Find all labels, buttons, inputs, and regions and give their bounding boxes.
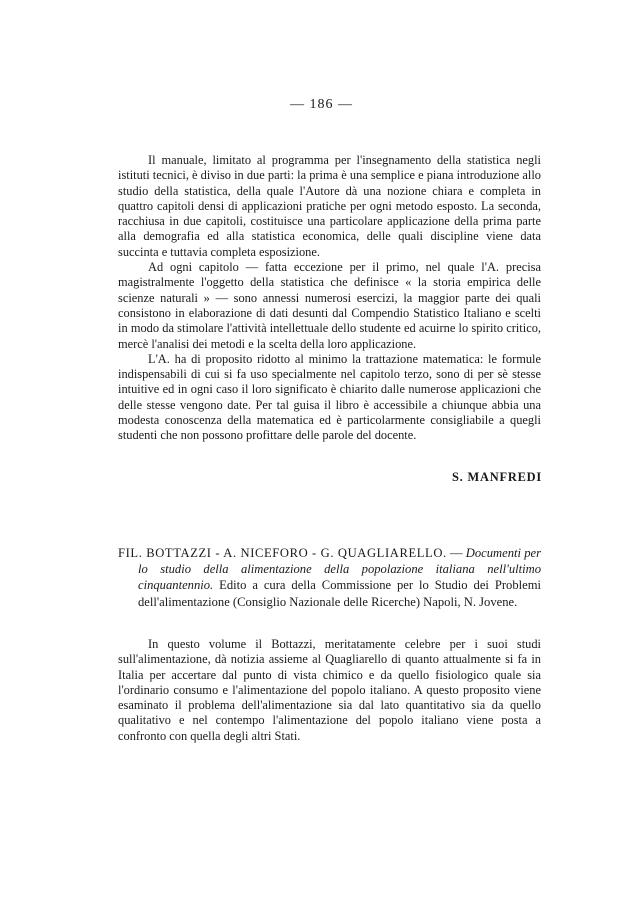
reviewer-signature: S. MANFREDI [451, 470, 542, 484]
citation-entry [118, 545, 541, 610]
review-bottazzi [118, 637, 541, 744]
page-number: — 186 — [290, 97, 353, 112]
citation-title: Documenti per lo studio della alimentazione della popolazione italiana nell'ultimo cinquantennio. [138, 546, 541, 593]
review-manfredi [118, 153, 541, 444]
citation-dash: — [446, 546, 466, 560]
review-paragraph: In questo volume il Bottazzi, meritatamente celebre per i suoi studi sull'alimentazione, dà notizia assieme al Quagliarello di quanto attualmente si fa in Italia per accertare dal punto di vista chimico e da quello fisiologico quale sia l'ordinario consumo e l'alimentazione del popolo italiano. A questo proposito viene esaminato il problema dell'alimentazione sia dal lato quantitativo sia da quello qualitativo e nel contempo l'alimentazione del popolo italiano viene posta a confronto con quella degli altri Stati. [118, 637, 541, 743]
citation-authors: FIL. BOTTAZZI - A. NICEFORO - G. QUAGLIARELLO. [118, 546, 447, 560]
review-paragraph: L'A. ha di proposito ridotto al minimo la trattazione matematica: le formule indispensabili di cui si fa uso specialmente nel capitolo terzo, sono di per sè stesse intuitive ed in ogni caso il loro significato è chiarito dalle numerose applicazioni che delle stesse vengono date. Per tal guisa il libro è accessibile a chiunque abbia una modesta conoscenza della matematica ed è particolarmente consigliabile a quegli studenti che non possono profittare delle parole del docente. [118, 351, 541, 443]
citation-publisher: Edito a cura della Commissione per lo Studio dei Problemi dell'alimentazione (Consiglio Nazionale delle Ricerche) Napoli, N. Jovene. [138, 578, 541, 609]
book-citation [118, 545, 541, 610]
review-paragraph: Il manuale, limitato al programma per l'insegnamento della statistica negli istituti tecnici, è diviso in due parti: la prima è una semplice e piana introduzione allo studio della statistica, della quale l'Autore dà una nozione chiara e completa in quattro capitoli densi di applicazioni pratiche per ogni metodo esposto. La seconda, racchiusa in due capitoli, costituisce una particolare applicazione della prima parte alla demografia ed alla statistica economica, delle quali discipline viene data succinta e tuttavia completa esposizione. [118, 153, 541, 259]
review-paragraph: Ad ogni capitolo — fatta eccezione per il primo, nel quale l'A. precisa magistralmente l'oggetto della statistica che definisce « la storia empirica delle scienze naturali » — sono annessi numerosi esercizi, la maggior parte dei quali consistono in elaborazione di dati desunti dal Compendio Statistico Italiano e scelti in modo da stimolare l'attività intellettuale dello studente ed acuirne lo spirito critico, mercè l'analisi dei metodi e la scelta della loro applicazione. [118, 260, 541, 351]
